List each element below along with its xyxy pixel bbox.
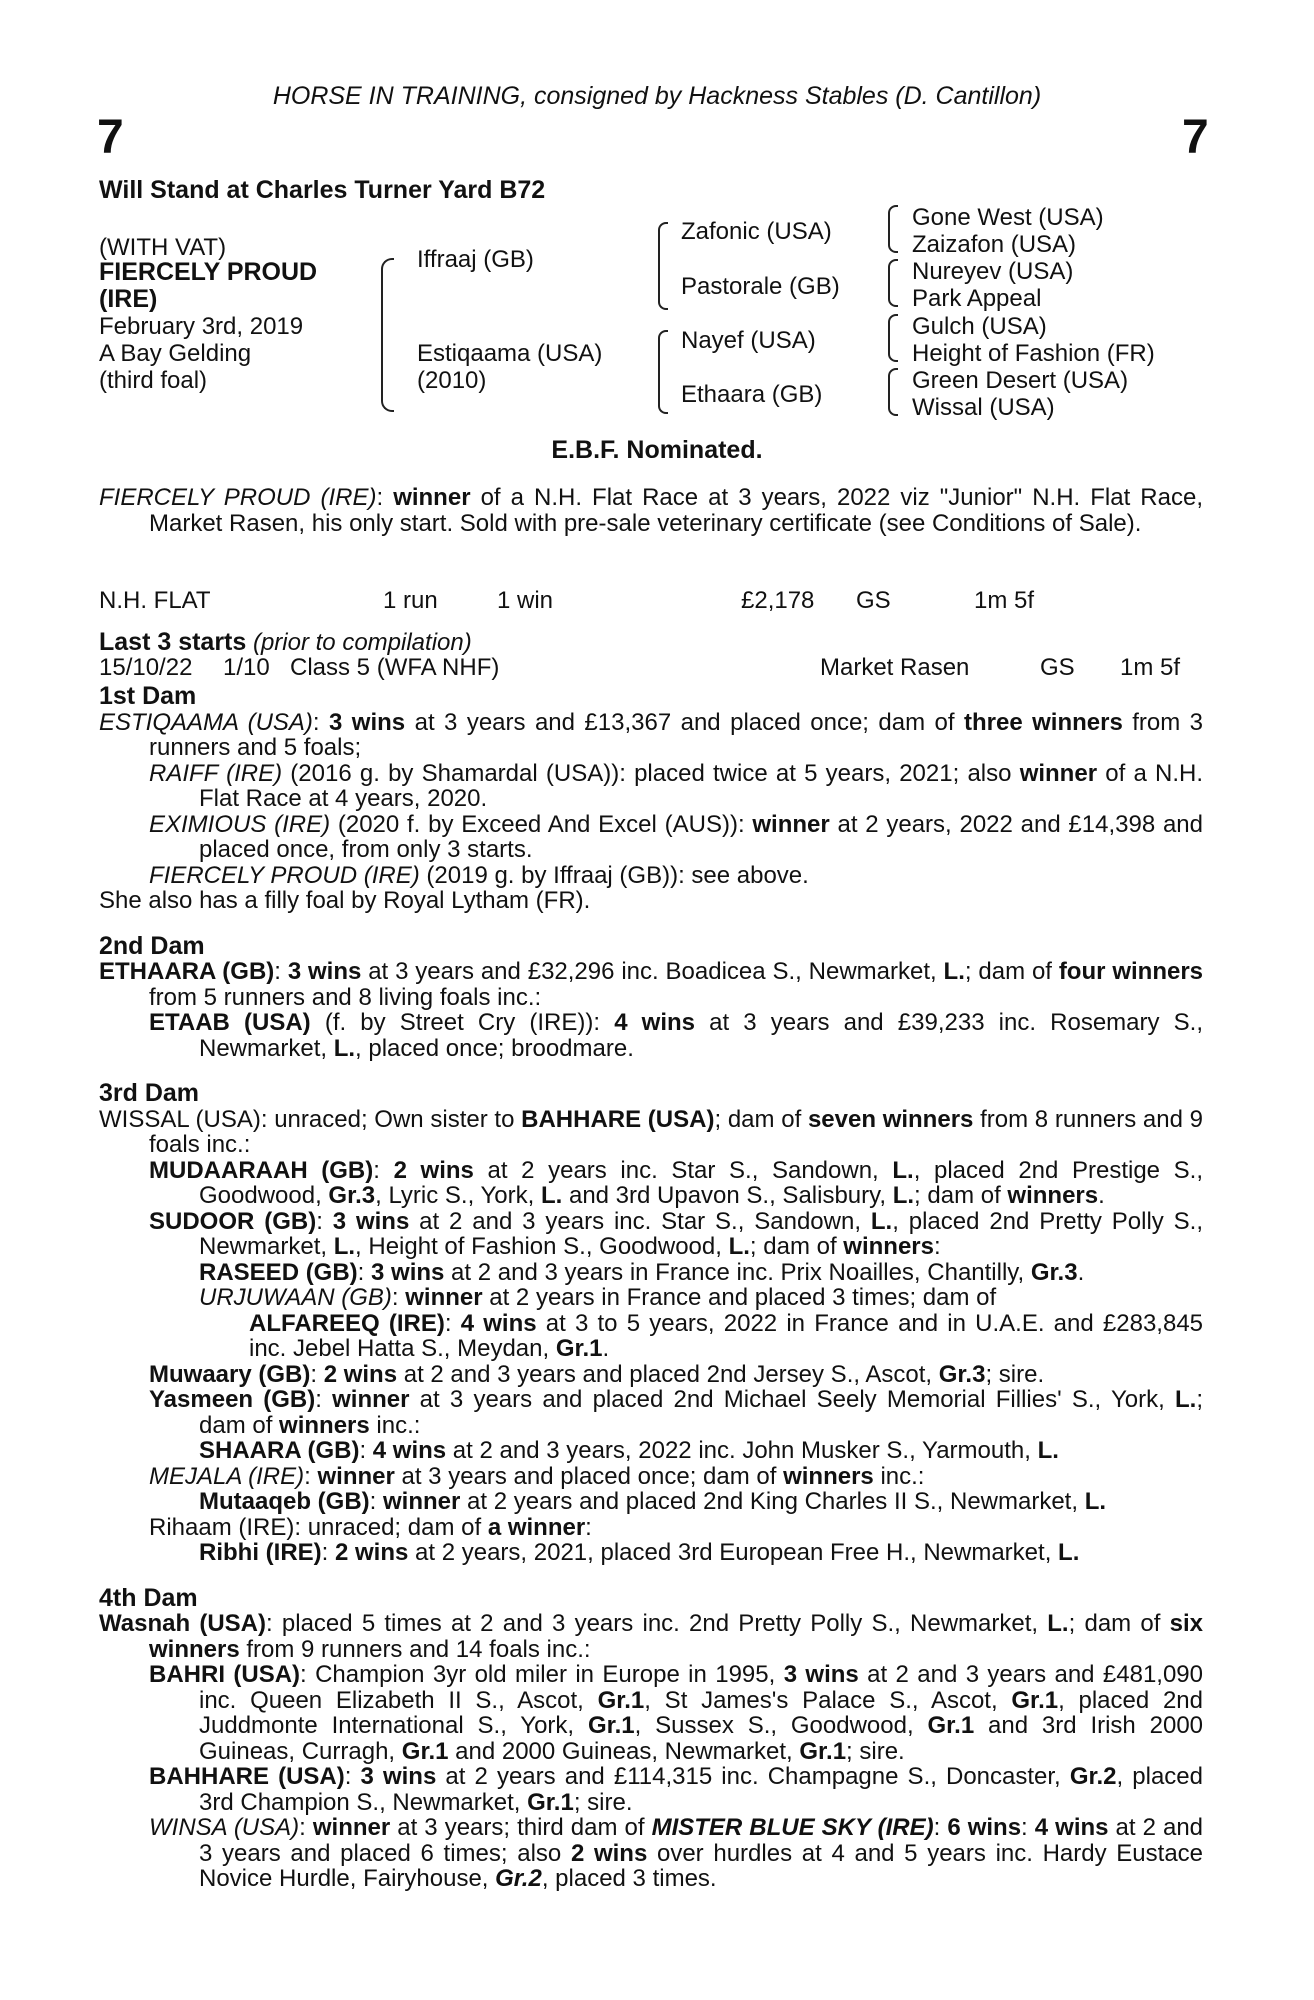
text: : bbox=[391, 1284, 406, 1311]
record-runs: 1 run bbox=[383, 587, 438, 614]
text: : bbox=[359, 1437, 373, 1464]
pedigree-sd-dam: Park Appeal bbox=[912, 285, 1042, 312]
text: MEJALA (IRE) bbox=[149, 1462, 305, 1490]
pedigree-sire-dam: Pastorale (GB) bbox=[681, 273, 840, 300]
text: , St James's Palace S., Ascot, bbox=[644, 1686, 1012, 1714]
text: from 9 runners and 14 foals inc.: bbox=[239, 1635, 591, 1663]
text: BAHHARE (USA) bbox=[521, 1105, 715, 1133]
text: FIERCELY PROUD (IRE) bbox=[149, 861, 420, 889]
text: 3 wins bbox=[783, 1661, 859, 1688]
text: at 3 years and placed 2nd Michael Seely Memorial Fillies' S., York, bbox=[409, 1386, 1175, 1413]
lot-number-right: 7 bbox=[1182, 111, 1209, 164]
text: EXIMIOUS (IRE) bbox=[149, 810, 331, 838]
start-position: 1/10 bbox=[223, 654, 270, 681]
progeny-raiff bbox=[149, 761, 1203, 812]
pedigree-bracket-main bbox=[381, 258, 394, 412]
text: at 3 years; third dam of bbox=[390, 1814, 652, 1841]
text: ETHAARA (GB) bbox=[99, 958, 275, 985]
text: , placed 3 times. bbox=[541, 1865, 717, 1892]
start-distance: 1m 5f bbox=[1120, 654, 1181, 681]
text: (2020 f. by Exceed And Excel (AUS)): bbox=[330, 810, 753, 838]
text: over hurdles at 4 and 5 years inc. Hardy Eustace Novice Hurdle, Fairyhouse, bbox=[199, 1839, 1204, 1892]
text: ; dam of bbox=[964, 958, 1059, 985]
pedigree-bracket-ds bbox=[888, 314, 898, 362]
text: L. bbox=[540, 1182, 563, 1209]
text: : bbox=[304, 1462, 318, 1490]
text: four winners bbox=[1058, 958, 1204, 985]
pedigree-dam-sire: Nayef (USA) bbox=[681, 327, 816, 354]
text: (f. by Street Cry (IRE)): bbox=[310, 1009, 615, 1036]
text: at 3 years and £32,296 inc. Boadicea S., Newmarket, bbox=[361, 958, 944, 985]
text: : Champion 3yr old miler in Europe in 1995, bbox=[300, 1661, 784, 1688]
text: winners bbox=[279, 1411, 370, 1439]
text: WINSA (USA) bbox=[149, 1814, 300, 1841]
text: at 2 and 3 years and placed 2nd Jersey S., Ascot, bbox=[397, 1360, 939, 1388]
text: : bbox=[585, 1513, 592, 1541]
text: ; dam of bbox=[714, 1105, 808, 1133]
text: L. bbox=[1037, 1437, 1059, 1464]
text: L. bbox=[333, 1233, 356, 1260]
lot-number-left: 7 bbox=[97, 111, 124, 164]
horse-country: (IRE) bbox=[99, 285, 158, 313]
text: Wasnah (USA) bbox=[99, 1610, 266, 1637]
text: winners bbox=[1007, 1182, 1099, 1209]
text: a winner bbox=[487, 1513, 586, 1541]
progeny-sudoor bbox=[149, 1209, 1203, 1260]
text: (2019 g. by Iffraaj (GB)): see above. bbox=[419, 861, 809, 889]
text: L. bbox=[892, 1156, 914, 1184]
progeny-yasmeen bbox=[149, 1387, 1203, 1438]
text: inc.: bbox=[873, 1462, 925, 1490]
text: 3 wins bbox=[287, 958, 362, 985]
text: . bbox=[602, 1335, 610, 1362]
text: : bbox=[315, 1386, 333, 1413]
pedigree-ss-dam: Zaizafon (USA) bbox=[912, 231, 1077, 258]
text: ; sire. bbox=[846, 1737, 905, 1765]
record-distance: 1m 5f bbox=[974, 587, 1035, 614]
text: of a N.H. Flat Race at 3 years, 2022 viz "Junior" N.H. Flat Race, Market Rasen, his only start. Sold with pre-sale veterinary certificate (see Conditions of Sale). bbox=[149, 484, 1203, 537]
text: MUDAARAAH (GB) bbox=[149, 1156, 374, 1184]
progeny-bahri bbox=[149, 1662, 1203, 1764]
progeny-muwaary bbox=[149, 1362, 1203, 1388]
text: MISTER BLUE SKY (IRE) bbox=[651, 1814, 934, 1841]
text: : unraced; Own sister to bbox=[260, 1105, 522, 1133]
text: ; dam of bbox=[914, 1182, 1008, 1209]
catalogue-header: HORSE IN TRAINING, consigned by Hackness Stables (D. Cantillon) bbox=[272, 82, 1042, 110]
text: Ribhi (IRE) bbox=[199, 1539, 322, 1566]
text: L. bbox=[728, 1233, 750, 1260]
text: , Height of Fashion S., Goodwood, bbox=[355, 1233, 729, 1260]
text: at 2 years and £114,315 inc. Champagne S., Doncaster, bbox=[436, 1763, 1070, 1790]
text: : bbox=[344, 1763, 361, 1790]
text: and 3rd Upavon S., Salisbury, bbox=[562, 1182, 893, 1209]
text: from 5 runners and 8 living foals inc.: bbox=[149, 983, 542, 1011]
text: at 2 years inc. Star S., Sandown, bbox=[473, 1156, 893, 1184]
record-wins: 1 win bbox=[497, 587, 554, 614]
text: ESTIQAAMA (USA) bbox=[99, 708, 313, 736]
text: L. bbox=[1058, 1539, 1080, 1566]
pedigree-ds-sire: Gulch (USA) bbox=[912, 313, 1047, 340]
text: three winners bbox=[963, 708, 1123, 736]
text: : bbox=[312, 708, 330, 736]
text: L. bbox=[870, 1207, 893, 1235]
text: Gr.1 bbox=[401, 1737, 449, 1765]
text: , Lyric S., York, bbox=[375, 1182, 541, 1209]
text: 4 wins bbox=[460, 1309, 537, 1337]
pedigree-bracket-sd bbox=[888, 259, 898, 307]
progeny-fiercely-proud bbox=[149, 863, 1203, 889]
progeny-raseed bbox=[199, 1260, 1203, 1286]
progeny-urjuwaan bbox=[199, 1285, 1203, 1311]
text: , placed 3rd Champion S., Newmarket, bbox=[199, 1763, 1203, 1816]
text: L. bbox=[943, 958, 965, 985]
progeny-mejala bbox=[149, 1464, 1203, 1490]
text: (prior to compilation) bbox=[246, 629, 472, 656]
pedigree-dd-sire: Green Desert (USA) bbox=[912, 367, 1129, 394]
start-date: 15/10/22 bbox=[99, 654, 193, 681]
text: . bbox=[1098, 1182, 1105, 1209]
horse-name: FIERCELY PROUD bbox=[99, 258, 318, 286]
text: SHAARA (GB) bbox=[199, 1437, 360, 1464]
text: at 2 and 3 years inc. Star S., Sandown, bbox=[409, 1207, 871, 1235]
pedigree-sd-sire: Nureyev (USA) bbox=[912, 258, 1074, 285]
start-race: Class 5 (WFA NHF) bbox=[290, 654, 500, 681]
text: RASEED (GB) bbox=[199, 1258, 358, 1286]
progeny-eximious bbox=[149, 812, 1203, 863]
dam3-heading: 3rd Dam bbox=[99, 1079, 200, 1107]
text: : bbox=[357, 1258, 372, 1286]
text: winners bbox=[843, 1233, 934, 1260]
pedigree-ds-dam: Height of Fashion (FR) bbox=[912, 340, 1155, 367]
record-going: GS bbox=[856, 587, 891, 614]
text: L. bbox=[1175, 1386, 1197, 1413]
text: , Sussex S., Goodwood, bbox=[634, 1712, 928, 1739]
text: ; dam of bbox=[1068, 1610, 1170, 1637]
text: at 2 and 3 years and placed 6 times; also bbox=[199, 1814, 1204, 1867]
text: at 2 years in France and placed 3 times; dam of bbox=[482, 1284, 997, 1311]
text: : unraced; dam of bbox=[294, 1513, 488, 1541]
text: : bbox=[373, 1156, 394, 1184]
progeny-rihaam bbox=[149, 1515, 1203, 1541]
progeny-bahhare bbox=[149, 1764, 1203, 1815]
text: Yasmeen (GB) bbox=[149, 1386, 316, 1413]
family-section bbox=[99, 684, 1203, 1892]
pedigree-dam-year: (2010) bbox=[417, 367, 487, 394]
start-course: Market Rasen bbox=[820, 654, 970, 681]
text: WISSAL (USA) bbox=[99, 1105, 261, 1133]
text: at 2 and 3 years, 2022 inc. John Musker S., Yarmouth, bbox=[446, 1437, 1038, 1464]
text: (2016 g. by Shamardal (USA)): placed twice at 5 years, 2021; also bbox=[282, 759, 1020, 787]
text: : bbox=[321, 1539, 335, 1566]
text: six winners bbox=[149, 1610, 1203, 1663]
text: 2 wins bbox=[393, 1156, 474, 1184]
text: Gr.3 bbox=[328, 1182, 376, 1209]
text: L. bbox=[1047, 1610, 1069, 1637]
record-category: N.H. FLAT bbox=[99, 587, 211, 614]
progeny-mudaaraah bbox=[149, 1158, 1203, 1209]
text: at 3 to 5 years, 2022 in France and in U.A.E. and £283,845 inc. Jebel Hatta S., Meydan, bbox=[249, 1309, 1204, 1362]
text: at 3 years and placed once; dam of bbox=[394, 1462, 784, 1490]
text: at 2 years, 2022 and £14,398 and placed once, from only 3 starts. bbox=[199, 810, 1203, 863]
text: Gr.2 bbox=[1069, 1763, 1117, 1790]
text: . bbox=[1077, 1258, 1085, 1286]
text: Gr.3 bbox=[938, 1360, 986, 1388]
text: ALFAREEQ (IRE) bbox=[249, 1309, 445, 1337]
text: L. bbox=[333, 1034, 356, 1062]
text: at 2 and 3 years and £481,090 inc. Queen Elizabeth II S., Ascot, bbox=[199, 1661, 1204, 1714]
text: URJUWAAN (GB) bbox=[199, 1284, 392, 1311]
pedigree-dam: Estiqaama (USA) bbox=[417, 340, 603, 367]
text: BAHHARE (USA) bbox=[149, 1763, 345, 1790]
text: winner bbox=[1019, 759, 1098, 787]
text: : bbox=[444, 1309, 461, 1337]
text: Gr.2 bbox=[495, 1865, 542, 1892]
text: Gr.1 bbox=[555, 1335, 603, 1362]
text: : bbox=[933, 1814, 948, 1841]
dam2-heading: 2nd Dam bbox=[99, 931, 205, 960]
text: Gr.3 bbox=[1030, 1258, 1078, 1286]
dam1-heading: 1st Dam bbox=[99, 682, 197, 710]
horse-summary bbox=[99, 485, 1203, 536]
text: 3 wins bbox=[371, 1258, 445, 1286]
text: inc.: bbox=[369, 1411, 421, 1439]
text: 3 wins bbox=[332, 1207, 410, 1235]
text: Muwaary (GB) bbox=[149, 1360, 311, 1388]
text: : bbox=[369, 1488, 384, 1515]
progeny-alfareeq bbox=[249, 1311, 1203, 1362]
text: Mutaaqeb (GB) bbox=[199, 1488, 370, 1515]
text: Last 3 starts bbox=[99, 628, 247, 656]
text: : bbox=[316, 1207, 333, 1235]
pedigree-sire-sire: Zafonic (USA) bbox=[681, 218, 832, 245]
text: 3 wins bbox=[360, 1763, 437, 1790]
text: : placed 5 times at 2 and 3 years inc. 2nd Pretty Polly S., Newmarket, bbox=[266, 1610, 1048, 1637]
dam1-also: She also has a filly foal by Royal Lytham (FR). bbox=[99, 887, 591, 914]
progeny-ribhi bbox=[199, 1540, 1203, 1566]
text: , placed once; broodmare. bbox=[355, 1034, 634, 1062]
text: winners bbox=[783, 1462, 874, 1490]
pedigree-ss-sire: Gone West (USA) bbox=[912, 204, 1104, 231]
text: Gr.1 bbox=[1011, 1686, 1059, 1714]
text: at 3 years and £13,367 and placed once; dam of bbox=[405, 708, 964, 736]
text: L. bbox=[1084, 1488, 1107, 1515]
text: : bbox=[310, 1360, 324, 1388]
text: 4 wins bbox=[614, 1009, 696, 1036]
pedigree-bracket-sire bbox=[658, 222, 668, 310]
stand-location: Will Stand at Charles Turner Yard B72 bbox=[99, 176, 546, 204]
text: seven winners bbox=[807, 1105, 974, 1133]
text: and 3rd Irish 2000 Guineas, Curragh, bbox=[199, 1712, 1204, 1765]
text: from 8 runners and 9 foals inc.: bbox=[149, 1105, 1203, 1158]
dam3-entry bbox=[99, 1107, 1203, 1158]
text: winner bbox=[312, 1814, 391, 1841]
start-going: GS bbox=[1040, 654, 1075, 681]
ebf-note: E.B.F. Nominated. bbox=[551, 436, 763, 464]
text: ; sire. bbox=[985, 1360, 1045, 1388]
text: L. bbox=[892, 1182, 915, 1209]
text: at 2 and 3 years in France inc. Prix Noailles, Chantilly, bbox=[444, 1258, 1031, 1286]
text: at 2 years, 2021, placed 3rd European Free H., Newmarket, bbox=[408, 1539, 1059, 1566]
text: winner bbox=[383, 1488, 461, 1515]
text: 3 wins bbox=[329, 708, 406, 736]
text: : bbox=[274, 958, 288, 985]
text: 4 wins bbox=[1034, 1814, 1109, 1841]
text: Gr.1 bbox=[527, 1788, 574, 1816]
text: at 2 years and placed 2nd King Charles II S., Newmarket, bbox=[460, 1488, 1085, 1515]
text: ; sire. bbox=[573, 1788, 633, 1816]
text: 2 wins bbox=[335, 1539, 409, 1566]
text: BAHRI (USA) bbox=[149, 1661, 301, 1688]
text: , placed 2nd Prestige S., Goodwood, bbox=[199, 1156, 1203, 1209]
horse-type: A Bay Gelding bbox=[99, 340, 252, 367]
progeny-winsa bbox=[149, 1815, 1203, 1892]
record-earnings: £2,178 bbox=[741, 587, 815, 614]
text: , placed 2nd Pretty Polly S., Newmarket, bbox=[199, 1207, 1204, 1260]
text: at 3 years and £39,233 inc. Rosemary S., Newmarket, bbox=[199, 1009, 1203, 1062]
text: 2 wins bbox=[570, 1839, 648, 1867]
text: : bbox=[299, 1814, 313, 1841]
foaling-date: February 3rd, 2019 bbox=[99, 313, 304, 340]
pedigree-bracket-ss bbox=[888, 205, 898, 253]
text: Gr.1 bbox=[799, 1737, 847, 1765]
summary-horse-name: FIERCELY PROUD (IRE) bbox=[99, 484, 377, 511]
text: 4 wins bbox=[372, 1437, 447, 1464]
text: ; dam of bbox=[199, 1386, 1203, 1439]
text: Gr.1 bbox=[587, 1712, 635, 1739]
text: 2 wins bbox=[323, 1360, 398, 1388]
dam2-entry bbox=[99, 959, 1203, 1010]
text: : bbox=[376, 484, 394, 511]
foal-note: (third foal) bbox=[99, 367, 208, 394]
text: Rihaam (IRE) bbox=[149, 1513, 295, 1541]
dam1-entry bbox=[99, 710, 1203, 761]
text: and 2000 Guineas, Newmarket, bbox=[448, 1737, 800, 1765]
text: 6 wins bbox=[947, 1814, 1022, 1841]
pedigree-sire: Iffraaj (GB) bbox=[417, 246, 534, 273]
text: from 3 runners and 5 foals; bbox=[149, 708, 1204, 761]
text: winner bbox=[317, 1462, 395, 1490]
text: winner bbox=[752, 810, 830, 838]
text: RAIFF (IRE) bbox=[149, 759, 283, 787]
progeny-shaara bbox=[199, 1438, 1203, 1464]
text: ; dam of bbox=[749, 1233, 844, 1260]
text: ETAAB (USA) bbox=[149, 1009, 311, 1036]
text: Gr.1 bbox=[597, 1686, 645, 1714]
pedigree-dam-dam: Ethaara (GB) bbox=[681, 381, 823, 408]
pedigree-bracket-dam bbox=[658, 330, 668, 414]
last-starts-heading bbox=[99, 628, 472, 657]
text: winner bbox=[405, 1284, 483, 1311]
text: winner bbox=[393, 484, 471, 511]
text: SUDOOR (GB) bbox=[149, 1207, 317, 1235]
dam4-entry bbox=[99, 1611, 1203, 1662]
text: of a N.H. Flat Race at 4 years, 2020. bbox=[199, 759, 1203, 812]
pedigree-bracket-dd bbox=[888, 368, 898, 416]
dam4-heading: 4th Dam bbox=[99, 1583, 198, 1612]
text: Gr.1 bbox=[927, 1712, 975, 1739]
progeny-mutaaqeb bbox=[199, 1489, 1203, 1515]
text: , placed 2nd Juddmonte International S., York, bbox=[199, 1686, 1203, 1739]
progeny-etaab bbox=[149, 1010, 1203, 1061]
text: winner bbox=[332, 1386, 410, 1413]
vat-note: (WITH VAT) bbox=[99, 234, 227, 261]
text: : bbox=[933, 1233, 941, 1260]
pedigree-dd-dam: Wissal (USA) bbox=[912, 394, 1055, 421]
text: : bbox=[1021, 1814, 1035, 1841]
